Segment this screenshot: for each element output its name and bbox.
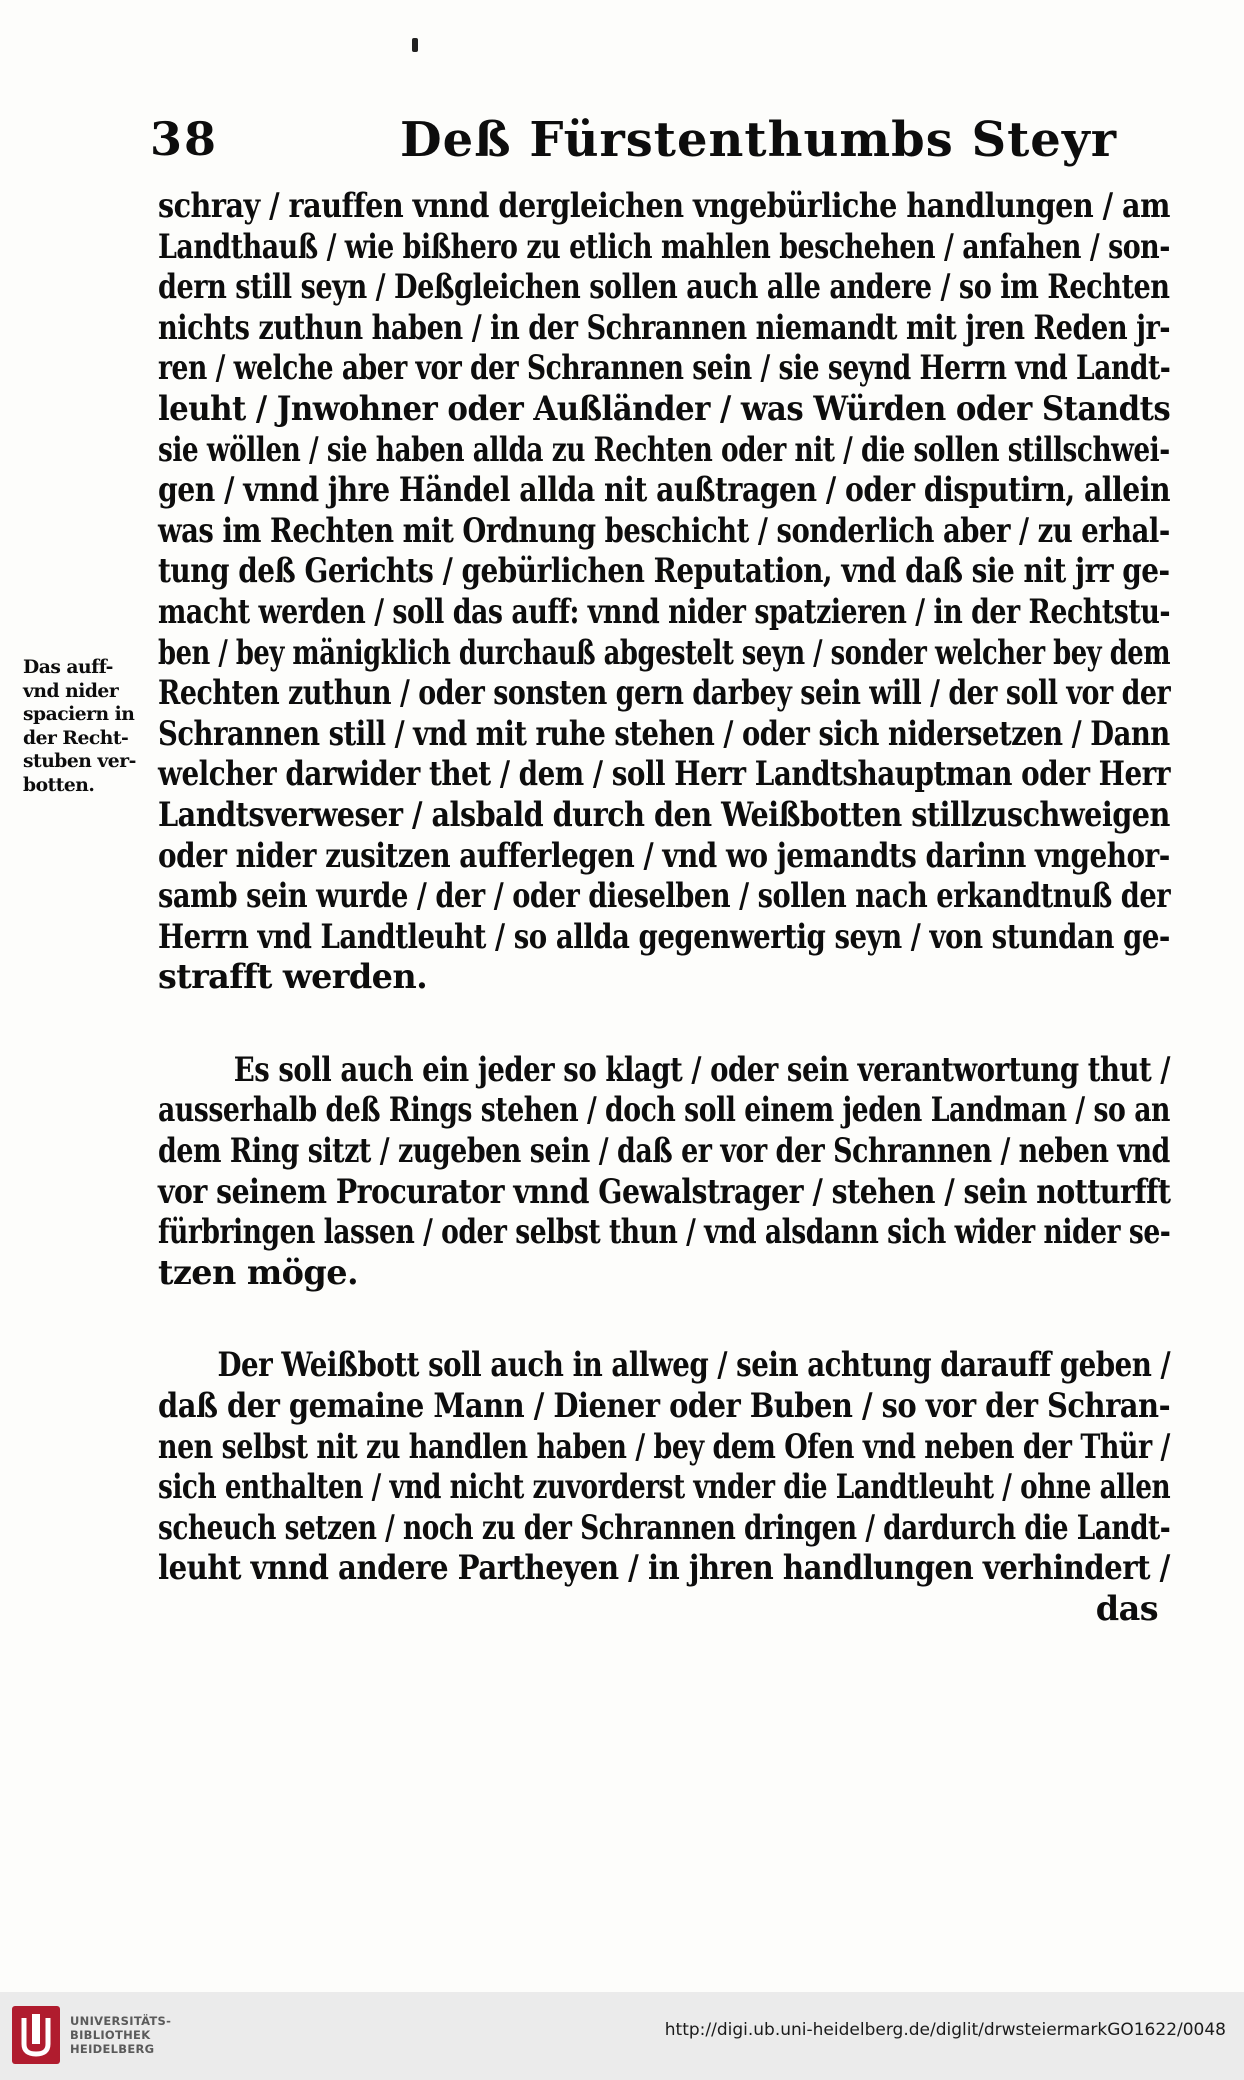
text-line: nichts zuthun haben / in der Schrannen niemandt mit jren Reden jr- <box>158 307 1171 347</box>
text-line: Schrannen still / vnd mit ruhe stehen / oder sich nidersetzen / Dann <box>158 713 1170 753</box>
text-line: nen selbst nit zu handlen haben / bey dem Ofen vnd neben der Thür / <box>158 1426 1170 1466</box>
text-line: leuht / Jnwohner oder Außländer / was Würden oder Standts <box>158 388 1171 428</box>
library-name-line: UNIVERSITÄTS- <box>70 2014 172 2028</box>
ink-speck <box>412 38 418 52</box>
viewer-footer <box>0 1992 1244 2080</box>
marginal-note <box>22 656 152 797</box>
text-line: Landtsverweser / alsbald durch den Weißbotten stillzuschweigen <box>158 794 1170 834</box>
university-library-logo-icon <box>10 2004 62 2066</box>
text-line: macht werden / soll das auff: vnnd nider spatzieren / in der Rechtstu- <box>158 591 1171 631</box>
text-line: dern still seyn / Deßgleichen sollen auch alle andere / so im Rechten <box>158 267 1170 307</box>
body-text <box>158 186 1170 1630</box>
text-line: tung deß Gerichts / gebürlichen Reputation, vnd daß sie nit jrr ge- <box>158 551 1170 591</box>
marginal-line: botten. <box>23 773 95 796</box>
paragraph-1 <box>158 186 1170 998</box>
text-line: sich enthalten / vnd nicht zuvorderst vnder die Landtleuht / ohne allen <box>158 1467 1171 1507</box>
text-line: leuht vnnd andere Partheyen / in jhren handlungen verhindert / <box>158 1548 1170 1588</box>
text-line: strafft werden. <box>158 957 428 997</box>
text-line: sie wöllen / sie haben allda zu Rechten oder nit / die sollen stillschwei- <box>158 429 1170 469</box>
text-line: daß der gemaine Mann / Diener oder Buben / so vor der Schran- <box>158 1386 1171 1426</box>
text-line: Herrn vnd Landtleuht / so allda gegenwertig seyn / von stundan ge- <box>158 916 1170 956</box>
paragraph-2 <box>158 1050 1170 1294</box>
text-line: Rechten zuthun / oder sonsten gern darbey sein will / der soll vor der <box>158 673 1171 713</box>
text-line: welcher darwider thet / dem / soll Herr Landtshauptman oder Herr <box>158 754 1170 794</box>
text-line: ben / bey mänigklich durchauß abgestelt seyn / sonder welcher bey dem <box>158 632 1171 672</box>
marginal-line: der Recht- <box>23 726 129 749</box>
running-title: Deß Fürstenthumbs Steyr <box>400 112 1118 168</box>
text-line: oder nider zusitzen aufferlegen / vnd wo jemandts darinn vngehor- <box>158 835 1170 875</box>
text-line: samb sein wurde / der / oder dieselben / sollen nach erkandtnuß der <box>158 876 1171 916</box>
text-line: scheuch setzen / noch zu der Schrannen dringen / dardurch die Landt- <box>158 1507 1171 1547</box>
page-header <box>150 112 1170 182</box>
text-line: dem Ring sitzt / zugeben sein / daß er vor der Schrannen / neben vnd <box>158 1131 1170 1171</box>
text-line: Es soll auch ein jeder so klagt / oder sein verantwortung thut / <box>233 1049 1170 1089</box>
page-number: 38 <box>150 112 219 166</box>
text-line: ren / welche aber vor der Schrannen sein / sie seynd Herrn vnd Landt- <box>158 348 1171 388</box>
library-name-line: HEIDELBERG <box>70 2042 155 2056</box>
paragraph-gap <box>158 998 1170 1050</box>
text-line: Der Weißbott soll auch in allweg / sein achtung darauff geben / <box>217 1345 1171 1385</box>
paragraph-gap <box>158 1293 1170 1345</box>
text-line: Landthauß / wie bißhero zu etlich mahlen beschehen / anfahen / son- <box>158 226 1170 266</box>
text-line: gen / vnnd jhre Händel allda nit außtragen / oder disputirn, allein <box>158 470 1171 510</box>
text-line: schray / rauffen vnnd dergleichen vngebürliche handlungen / am <box>158 186 1170 225</box>
text-line: vor seinem Procurator vnnd Gewalstrager / stehen / sein notturfft <box>158 1171 1171 1211</box>
marginal-line: Das auff- <box>23 656 113 678</box>
permalink-url[interactable]: http://digi.ub.uni-heidelberg.de/diglit/drwsteiermarkGO1622/0048 <box>664 2020 1226 2040</box>
text-line: ausserhalb deß Rings stehen / doch soll einem jeden Landman / so an <box>158 1090 1170 1130</box>
marginal-line: stuben ver- <box>23 750 136 772</box>
text-line: tzen möge. <box>158 1252 359 1292</box>
text-line: was im Rechten mit Ordnung beschicht / sonderlich aber / zu erhal- <box>158 510 1170 550</box>
library-name-line: BIBLIOTHEK <box>70 2028 151 2042</box>
library-name <box>70 2014 171 2056</box>
marginal-line: spaciern in <box>23 703 135 725</box>
catchword: das <box>1095 1589 1158 1628</box>
paragraph-3 <box>158 1345 1170 1589</box>
marginal-line: vnd nider <box>23 679 119 702</box>
text-line: fürbringen lassen / oder selbst thun / vnd alsdann sich wider nider se- <box>158 1212 1171 1252</box>
